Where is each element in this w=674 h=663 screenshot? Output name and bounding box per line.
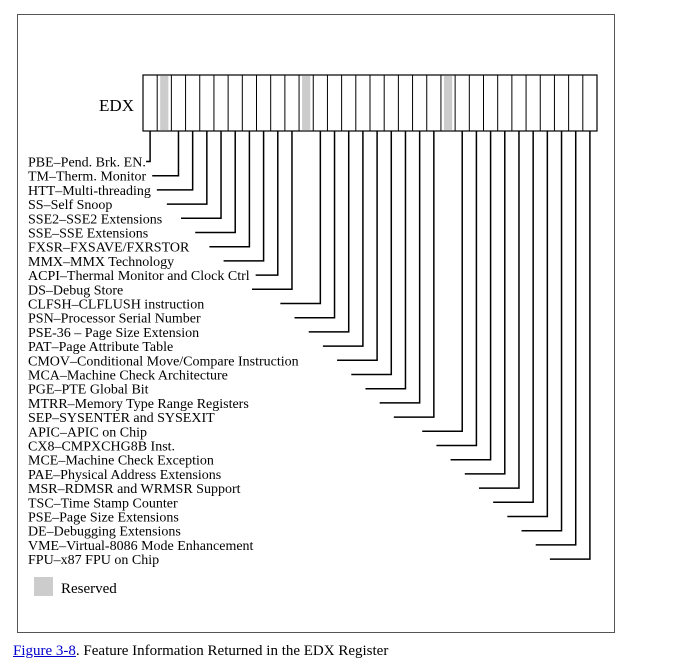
leader-line-bit-2 xyxy=(522,131,562,531)
leader-line-bit-0 xyxy=(550,131,590,559)
leader-line-bit-9 xyxy=(422,131,462,431)
feature-label-bit-27: SS–Self Snoop xyxy=(28,198,113,214)
feature-label-bit-1: VME–Virtual-8086 Mode Enhancement xyxy=(28,538,254,554)
leader-line-bit-26 xyxy=(181,131,221,218)
leader-line-bit-19 xyxy=(280,131,320,304)
feature-label-bit-31: PBE–Pend. Brk. EN. xyxy=(28,155,146,171)
reserved-bit-20 xyxy=(302,76,310,130)
leader-line-bit-13 xyxy=(365,131,405,389)
leader-line-bit-24 xyxy=(209,131,249,247)
feature-label-bit-4: TSC–Time Stamp Counter xyxy=(28,496,178,512)
feature-label-bit-25: SSE–SSE Extensions xyxy=(28,226,149,242)
feature-label-bit-12: MTRR–Memory Type Range Registers xyxy=(28,396,249,412)
leader-line-bit-1 xyxy=(536,131,576,545)
feature-labels xyxy=(28,156,299,569)
feature-label-bit-22: ACPI–Thermal Monitor and Clock Ctrl xyxy=(28,269,250,285)
reserved-legend-label: Reserved xyxy=(61,581,117,597)
feature-label-bit-11: SEP–SYSENTER and SYSEXIT xyxy=(28,411,215,427)
leader-line-bit-5 xyxy=(479,131,519,488)
leader-line-bit-31 xyxy=(146,131,150,162)
leader-line-bit-11 xyxy=(394,131,434,417)
feature-label-bit-26: SSE2–SSE2 Extensions xyxy=(28,212,163,228)
feature-label-bit-7: MCE–Machine Check Exception xyxy=(28,453,214,469)
feature-label-bit-6: PAE–Physical Address Extensions xyxy=(28,467,222,483)
register-bits xyxy=(143,75,597,131)
feature-label-bit-13: PGE–PTE Global Bit xyxy=(28,382,149,398)
leader-line-bit-12 xyxy=(380,131,420,403)
leader-line-bit-23 xyxy=(224,131,264,261)
leader-line-bit-16 xyxy=(323,131,363,346)
leader-line-bit-21 xyxy=(252,131,292,289)
feature-label-bit-0: FPU–x87 FPU on Chip xyxy=(28,553,160,569)
feature-label-bit-8: CX8–CMPXCHG8B Inst. xyxy=(28,439,176,455)
leader-line-bit-3 xyxy=(507,131,547,517)
feature-label-bit-3: PSE–Page Size Extensions xyxy=(28,510,179,526)
caption-text: . Feature Information Returned in the EDX Register xyxy=(75,643,389,659)
feature-label-bit-23: MMX–MMX Technology xyxy=(28,254,175,270)
leader-line-bit-8 xyxy=(436,131,476,446)
feature-label-bit-2: DE–Debugging Extensions xyxy=(28,524,181,540)
feature-label-bit-15: CMOV–Conditional Move/Compare Instruction xyxy=(28,354,299,370)
feature-label-bit-18: PSN–Processor Serial Number xyxy=(28,311,201,327)
leader-line-bit-15 xyxy=(337,131,377,360)
leader-line-bit-17 xyxy=(309,131,349,332)
feature-label-bit-19: CLFSH–CLFLUSH instruction xyxy=(28,297,205,313)
reserved-bit-30 xyxy=(160,76,168,130)
leader-line-bit-6 xyxy=(465,131,505,474)
feature-label-bit-21: DS–Debug Store xyxy=(28,283,124,299)
leader-line-bit-22 xyxy=(256,131,278,275)
feature-label-bit-9: APIC–APIC on Chip xyxy=(28,425,148,441)
feature-label-bit-16: PAT–Page Attribute Table xyxy=(28,340,174,356)
register-label: EDX xyxy=(99,96,134,115)
leader-line-bit-27 xyxy=(167,131,207,204)
leader-line-bit-25 xyxy=(195,131,235,233)
figure-caption xyxy=(13,642,388,660)
reserved-legend-swatch xyxy=(34,577,53,596)
leader-line-bit-29 xyxy=(152,131,178,176)
leader-line-bit-14 xyxy=(351,131,391,375)
feature-label-bit-17: PSE-36 – Page Size Extension xyxy=(28,325,200,341)
feature-label-bit-28: HTT–Multi-threading xyxy=(28,183,151,199)
feature-label-bit-5: MSR–RDMSR and WRMSR Support xyxy=(28,482,241,498)
feature-label-bit-29: TM–Therm. Monitor xyxy=(28,169,147,185)
leader-line-bit-7 xyxy=(451,131,491,460)
figure-link[interactable]: Figure 3-8 xyxy=(13,643,76,659)
feature-label-bit-14: MCA–Machine Check Architecture xyxy=(28,368,228,384)
leader-line-bit-4 xyxy=(493,131,533,502)
reserved-bit-10 xyxy=(444,76,452,130)
leader-line-bit-18 xyxy=(295,131,335,318)
feature-label-bit-24: FXSR–FXSAVE/FXRSTOR xyxy=(28,240,190,256)
leader-line-bit-28 xyxy=(157,131,193,190)
